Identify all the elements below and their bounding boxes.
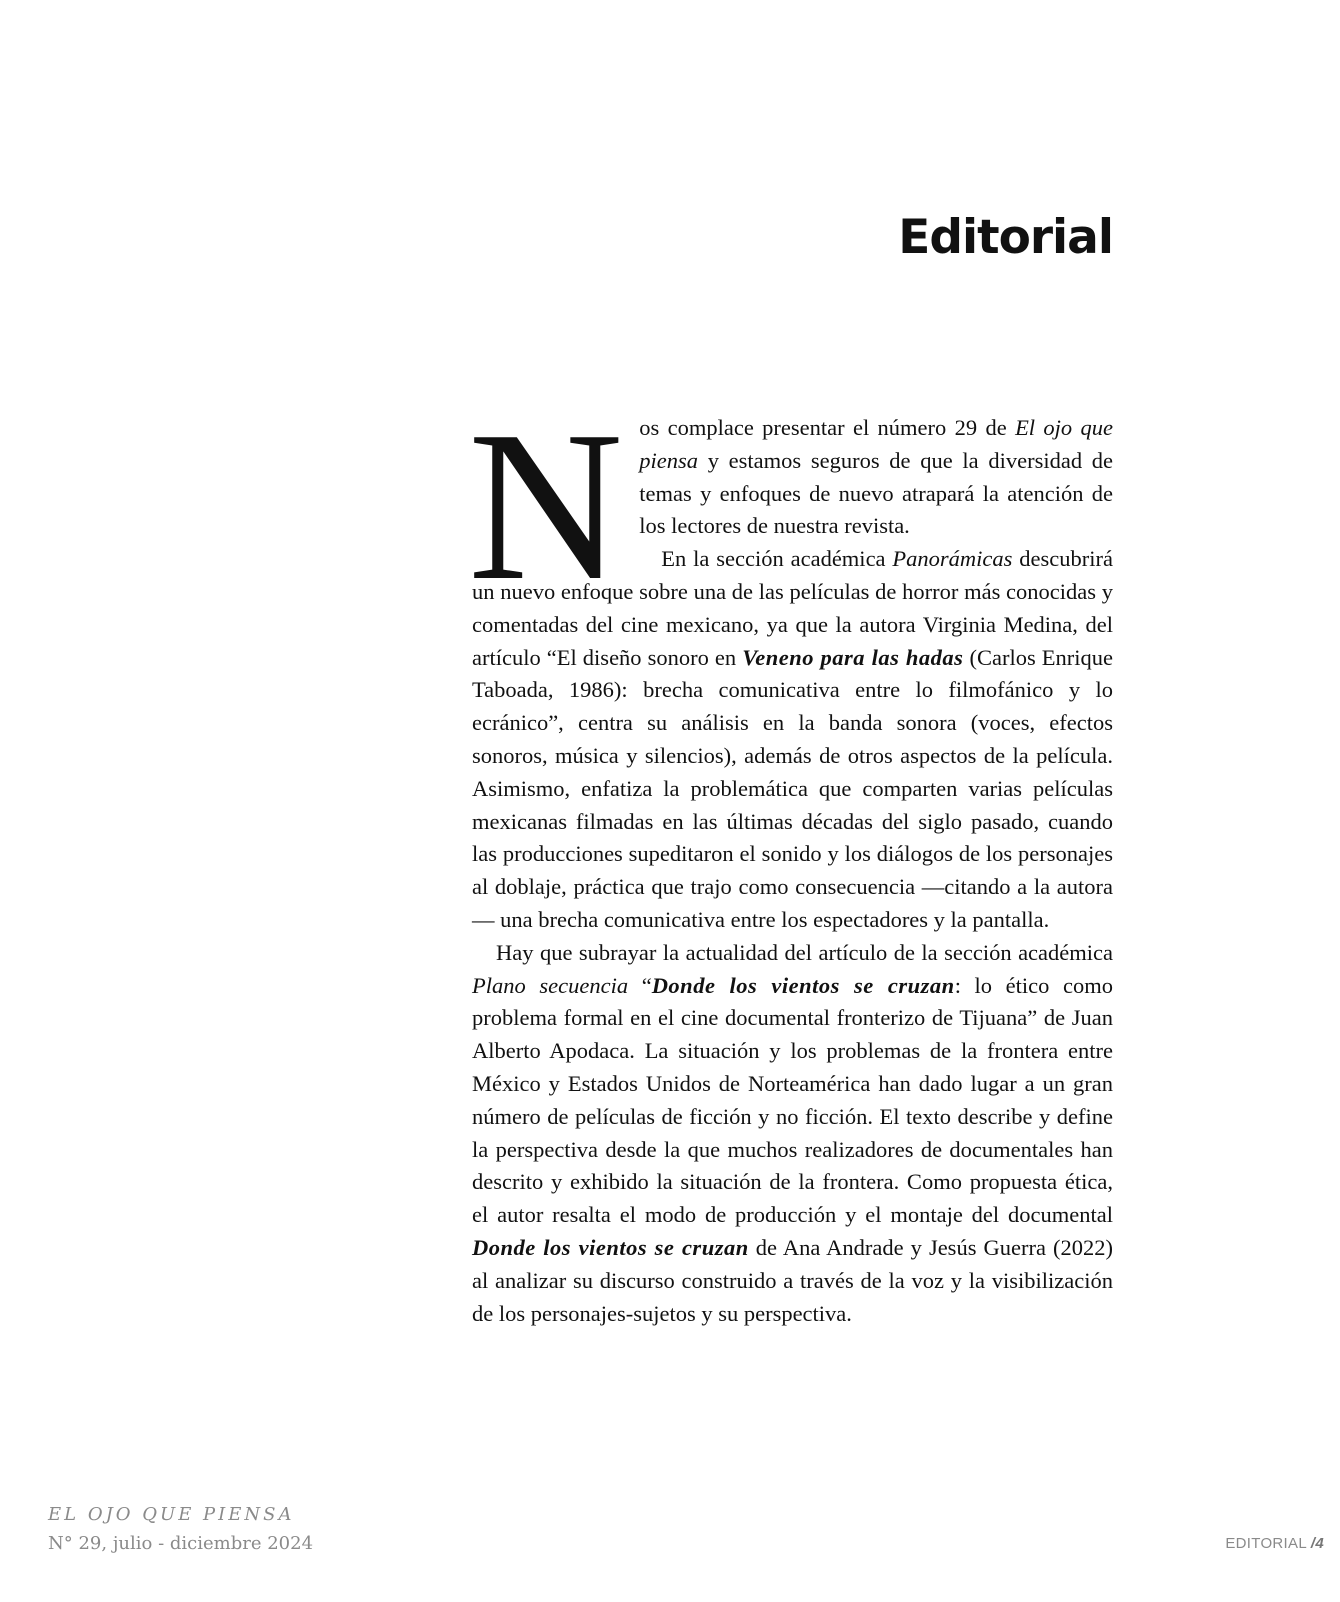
footer-section-label: EDITORIAL [1225,1535,1307,1552]
section-name-panoramicas: Panorámicas [892,546,1013,572]
film-title-donde-1: Donde los vientos se cruzan [651,972,955,998]
drop-cap [468,386,624,625]
paragraph-3 [472,937,1113,1331]
paragraph-2-text-1: En la sección académica [661,546,893,572]
film-title-veneno: Veneno para las hadas [742,644,964,670]
footer-issue-info: N° 29, julio - diciembre 2024 [48,1533,314,1554]
paragraph-3-text-2: “ [628,972,652,998]
footer-page-marker [1225,1535,1324,1552]
film-title-donde-2: Donde los vientos se cruzan [472,1234,749,1260]
paragraph-3-text-4: de Ana Andrade y Jesús Guerra (2022) al analizar su discurso construido a través de la voz y la visibilización de los personajes-sujetos y su perspectiva. [472,1234,1113,1326]
journal-name-italic: El ojo que piensa [639,415,1113,473]
paragraph-2-text-3: (Carlos Enrique Taboada, 1986): brecha comunicativa entre lo filmofánico y lo ecránico”, centra su análisis en la banda sonora (voces, efectos sonoros, música y silencios), además de otros aspectos de la película. Asimismo, enfatiza la problemática que comparten varias películas mexicanas filmadas en las últimas décadas del siglo pasado, cuando las producciones supeditaron el sonido y los diálogos de los personajes al doblaje, práctica que trajo como consecuencia —citando a la autora— una brecha comunicativa entre los espectadores y la pantalla. [472,644,1114,932]
paragraph-3-text-3: : lo ético como problema formal en el cine documental fronterizo de Tijuana” de Juan Alberto Apodaca. La situación y los problemas de la frontera entre México y Estados Unidos de Norteamérica han dado lugar a un gran número de películas de ficción y no ficción. El texto describe y define la perspectiva desde la que muchos realizadores de documentales han descrito y exhibido la situación de la frontera. Como propuesta ética, el autor resalta el modo de producción y el montaje del documental [472,972,1114,1228]
article-body [468,386,1114,1330]
paragraph-3-text-1: Hay que subrayar la actualidad del artículo de la sección académica [496,939,1113,965]
paragraph-1-text-1: os complace presentar el número 29 de [639,415,1016,440]
paragraph-1-text-2: y estamos seguros de que la diversidad de temas y enfoques de nuevo atrapará la atención de los lectores de nuestra revista. [639,447,1113,539]
drop-cap-letter: N [468,386,624,625]
page-number: /4 [1310,1535,1324,1552]
footer-journal-name: EL OJO QUE PIENSA [48,1504,295,1525]
paragraph-2-text-2: descubrirá un nuevo enfoque sobre una de las películas de horror más conocidas y comentadas del cine mexicano, ya que la autora Virginia Medina, del artículo “El diseño sonoro en [472,546,1114,670]
section-name-plano-secuencia: Plano secuencia [472,972,629,998]
page-title: Editorial [898,210,1113,265]
